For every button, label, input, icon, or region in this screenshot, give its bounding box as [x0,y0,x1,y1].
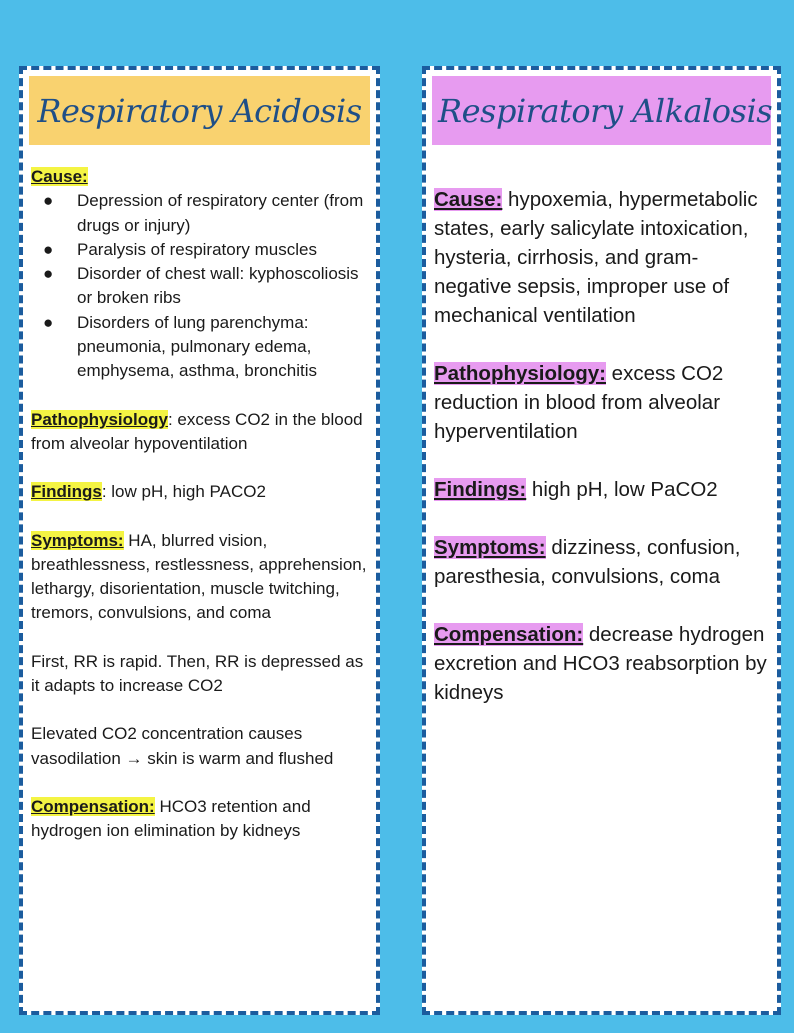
note-vasodilation: Elevated CO2 concentration causes vasodilation → skin is warm and flushed [31,724,334,768]
findings-label: Findings [31,482,102,502]
pathophysiology-label: Pathophysiology [31,409,168,429]
pathophysiology-label: Pathophysiology: [434,362,606,385]
findings-label: Findings: [434,478,527,501]
bullet-icon: ● [43,312,54,332]
list-item: ● Depression of respiratory center (from drugs or injury) [43,191,364,235]
compensation-section: Compensation: decrease hydrogen excretion and HCO3 reabsorption by kidneys [434,623,767,704]
findings-section: Findings: high pH, low PaCO2 [434,478,718,501]
cause-section: Cause: hypoxemia, hypermetabolic states, early salicylate intoxication, hysteria, cirrhosis, and gram-negative sepsis, improper use of mechanical ventilation [434,188,758,327]
compensation-label: Compensation: [434,623,584,646]
acidosis-card [19,66,380,1015]
cause-section [31,165,370,384]
cause-label: Cause: [31,167,88,186]
findings-section: Findings: low pH, high PACO2 [31,482,266,502]
alkalosis-card [422,66,781,1015]
cause-label: Cause: [434,188,503,211]
bullet-icon: ● [43,264,54,284]
cause-list [31,189,370,383]
symptoms-label: Symptoms: [434,536,546,559]
symptoms-section: Symptoms: HA, blurred vision, breathlessness, restlessness, apprehension, lethargy, disorientation, muscle twitching, tremors, convulsions, and coma [31,530,367,623]
pathophysiology-section: Pathophysiology: excess CO2 in the blood from alveolar hypoventilation [31,409,363,453]
list-item: ● Disorder of chest wall: kyphoscoliosis or broken ribs [43,264,359,308]
bullet-icon: ● [43,239,54,259]
list-item: ● Paralysis of respiratory muscles [31,238,370,262]
list-item: ● Disorders of lung parenchyma: pneumonia, pulmonary edema, emphysema, asthma, bronchitis [43,312,317,381]
acidosis-title: Respiratory Acidosis [29,76,370,145]
symptoms-section: Symptoms: dizziness, confusion, paresthesia, convulsions, coma [434,536,741,588]
bullet-icon: ● [43,191,54,211]
alkalosis-title: Respiratory Alkalosis [432,76,771,145]
symptoms-label: Symptoms: [31,530,124,550]
pathophysiology-section: Pathophysiology: excess CO2 reduction in blood from alveolar hyperventilation [434,362,724,443]
compensation-section: Compensation: HCO3 retention and hydrogen ion elimination by kidneys [31,796,311,841]
compensation-label: Compensation: [31,796,155,816]
note-respiratory-rate: First, RR is rapid. Then, RR is depressed as it adapts to increase CO2 [31,651,364,696]
